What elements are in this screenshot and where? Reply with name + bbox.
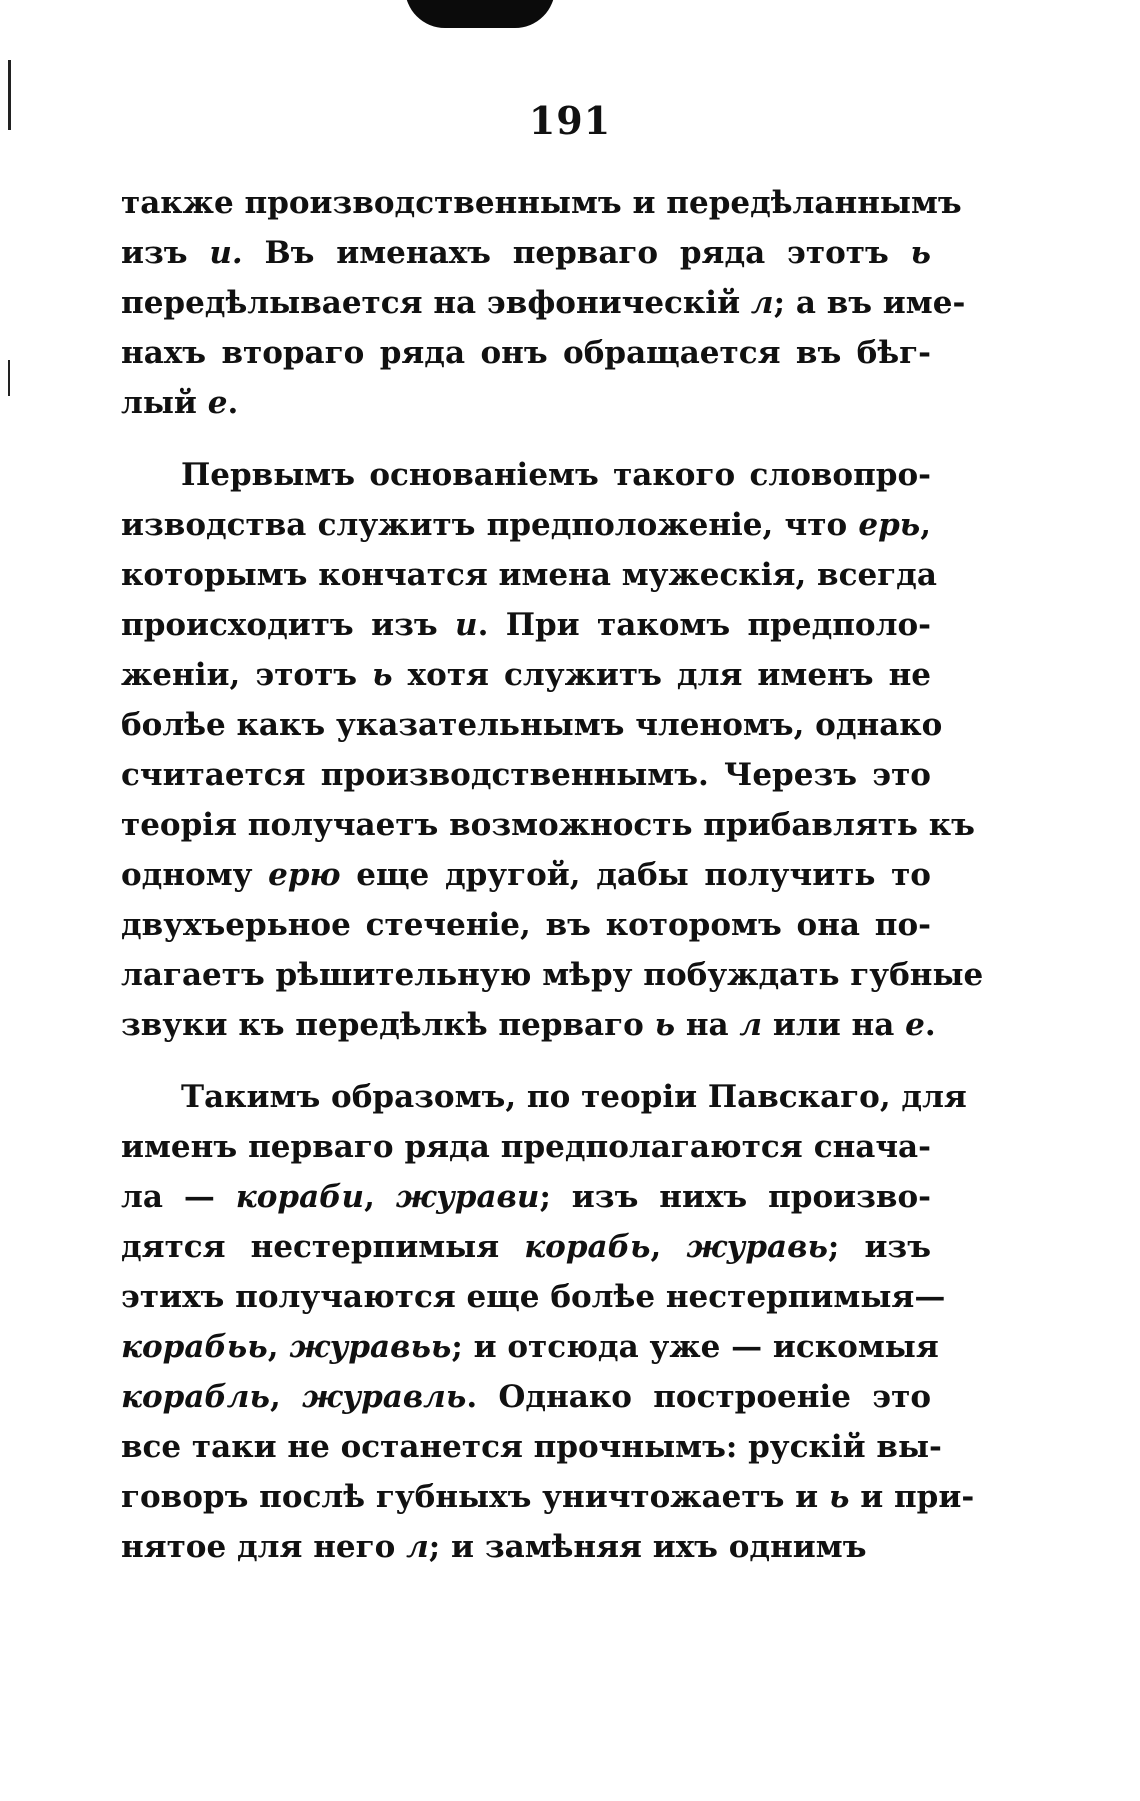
paragraph (121, 450, 984, 1050)
text-line: считается производственнымъ. Черезъ это (121, 757, 931, 793)
paragraph (121, 1072, 975, 1572)
page-edge-mark (8, 360, 10, 396)
italic-word: журавьь (289, 1329, 452, 1365)
italic-word: ь (828, 1479, 850, 1515)
text-line: лый е. (121, 385, 239, 421)
italic-word: ерь (858, 507, 921, 543)
italic-word: л (406, 1529, 429, 1565)
text-line: двухъерьное стеченіе, въ которомъ она по- (121, 907, 931, 943)
text-line: корабьь, журавьь; и отсюда уже — искомыя (121, 1329, 939, 1365)
italic-word: ь (910, 235, 931, 271)
text-line: одному ерю еще другой, дабы получить то (121, 857, 931, 893)
italic-word: л (750, 285, 774, 321)
page-number: 191 (528, 98, 612, 143)
text-line: дятся нестерпимыя корабь, журавь; изъ (121, 1229, 931, 1265)
text-line: корабль, журавль. Однако построеніе это (121, 1379, 931, 1415)
text-line: которымъ кончатся имена мужескія, всегда (121, 557, 937, 593)
ink-blot-mark (405, 0, 555, 28)
text-line: именъ перваго ряда предполагаются снача- (121, 1129, 931, 1165)
text-line: болѣе какъ указательнымъ членомъ, однако (121, 707, 943, 743)
text-line: происходитъ изъ и. При такомъ предполо- (121, 607, 931, 643)
text-line: звуки къ передѣлкѣ перваго ь на л или на е. (121, 1007, 936, 1043)
italic-word: и. (209, 235, 243, 271)
italic-word: л (739, 1007, 763, 1043)
italic-word: ерю (268, 857, 341, 893)
text-line: теорія получаетъ возможность прибавлять къ (121, 807, 975, 843)
text-line: Первымъ основаніемъ такого словопро- (181, 457, 931, 493)
text-line: все таки не останется прочнымъ: рускій вы- (121, 1429, 942, 1465)
italic-word: е (207, 385, 228, 421)
text-line: изводства служитъ предположеніе, что ерь, (121, 507, 931, 543)
text-line: лагаетъ рѣшительную мѣру побуждать губные (121, 957, 984, 993)
italic-word: журавь (686, 1229, 828, 1265)
text-line: ла — кораби, журави; изъ нихъ произво- (121, 1179, 931, 1215)
text-line: нятое для него л; и замѣняя ихъ однимъ (121, 1529, 867, 1565)
text-line: изъ и. Въ именахъ перваго ряда этотъ ь (121, 235, 931, 271)
paragraph-gap (121, 1050, 931, 1072)
text-line: нахъ втораго ряда онъ обращается въ бѣг- (121, 335, 931, 371)
italic-word: ь (372, 657, 393, 693)
italic-word: корабль (121, 1379, 270, 1415)
italic-word: кораби (235, 1179, 365, 1215)
text-line: Такимъ образомъ, по теоріи Павскаго, для (181, 1079, 967, 1115)
italic-word: ь (654, 1007, 676, 1043)
body-text (121, 178, 984, 1572)
text-line: также производственнымъ и передѣланнымъ (121, 185, 962, 221)
paragraph-gap (121, 428, 931, 450)
text-line: этихъ получаются еще болѣе нестерпимыя— (121, 1279, 946, 1315)
text-line: говоръ послѣ губныхъ уничтожаетъ и ь и при- (121, 1479, 975, 1515)
text-line: передѣлывается на эвфоническій л; а въ име- (121, 285, 966, 321)
text-line: женіи, этотъ ь хотя служитъ для именъ не (121, 657, 931, 693)
italic-word: корабь (524, 1229, 651, 1265)
italic-word: и (455, 607, 478, 643)
paragraph (121, 178, 966, 428)
italic-word: журавль (302, 1379, 467, 1415)
italic-word: корабьь (121, 1329, 268, 1365)
italic-word: е (905, 1007, 925, 1043)
italic-word: журави (395, 1179, 540, 1215)
